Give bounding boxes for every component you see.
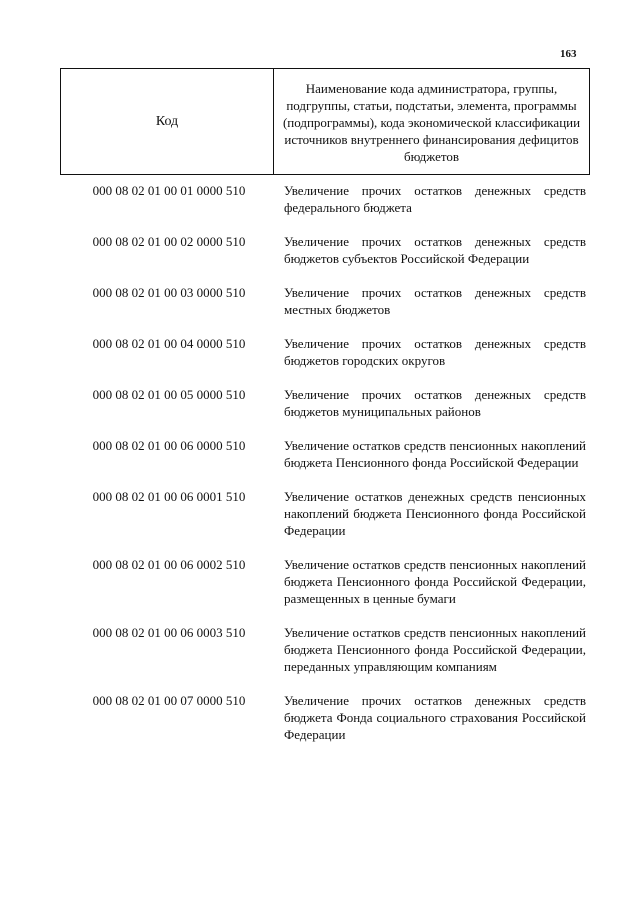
row-code: 000 08 02 01 00 05 0000 510 bbox=[92, 387, 246, 402]
table-row bbox=[60, 233, 590, 267]
table-row bbox=[60, 437, 590, 471]
row-desc: Увеличение остатков средств пенсионных накоплений бюджета Пенсионного фонда Российской Федерации, размещенных в ценные бумаги bbox=[284, 557, 586, 606]
table-row bbox=[60, 692, 590, 743]
row-code: 000 08 02 01 00 07 0000 510 bbox=[92, 693, 246, 708]
header-code: Код bbox=[61, 69, 274, 175]
row-code: 000 08 02 01 00 04 0000 510 bbox=[92, 336, 246, 351]
row-code: 000 08 02 01 00 01 0000 510 bbox=[92, 183, 246, 198]
row-desc: Увеличение прочих остатков денежных средств бюджетов городских округов bbox=[284, 336, 586, 368]
table-row bbox=[60, 182, 590, 216]
table-row bbox=[60, 386, 590, 420]
table-row bbox=[60, 556, 590, 607]
row-code: 000 08 02 01 00 06 0002 510 bbox=[92, 557, 246, 572]
table-body bbox=[60, 182, 590, 760]
header-name: Наименование кода администратора, группы, подгруппы, статьи, подстатьи, элемента, программы (подпрограммы), кода экономической классификации источников внутреннего финансирования дефицитов бюджетов bbox=[274, 69, 590, 175]
table-row bbox=[60, 284, 590, 318]
table-row bbox=[60, 624, 590, 675]
row-code: 000 08 02 01 00 03 0000 510 bbox=[92, 285, 246, 300]
row-desc: Увеличение прочих остатков денежных средств местных бюджетов bbox=[284, 285, 586, 317]
row-desc: Увеличение прочих остатков денежных средств бюджета Фонда социального страхования Российской Федерации bbox=[284, 693, 586, 742]
row-desc: Увеличение прочих остатков денежных средств федерального бюджета bbox=[284, 183, 586, 215]
table-row bbox=[60, 335, 590, 369]
table-row bbox=[60, 488, 590, 539]
row-desc: Увеличение прочих остатков денежных средств бюджетов субъектов Российской Федерации bbox=[284, 234, 586, 266]
row-desc: Увеличение остатков денежных средств пенсионных накоплений бюджета Пенсионного фонда Российской Федерации bbox=[284, 489, 586, 538]
row-desc: Увеличение остатков средств пенсионных накоплений бюджета Пенсионного фонда Российской Федерации bbox=[284, 438, 586, 470]
row-desc: Увеличение прочих остатков денежных средств бюджетов муниципальных районов bbox=[284, 387, 586, 419]
table-header bbox=[60, 68, 590, 175]
row-code: 000 08 02 01 00 06 0000 510 bbox=[92, 438, 246, 453]
row-code: 000 08 02 01 00 02 0000 510 bbox=[92, 234, 246, 249]
row-code: 000 08 02 01 00 06 0003 510 bbox=[92, 625, 246, 640]
row-code: 000 08 02 01 00 06 0001 510 bbox=[92, 489, 246, 504]
page-number: 163 bbox=[560, 48, 577, 60]
row-desc: Увеличение остатков средств пенсионных накоплений бюджета Пенсионного фонда Российской Федерации, переданных управляющим компаниям bbox=[284, 625, 586, 674]
